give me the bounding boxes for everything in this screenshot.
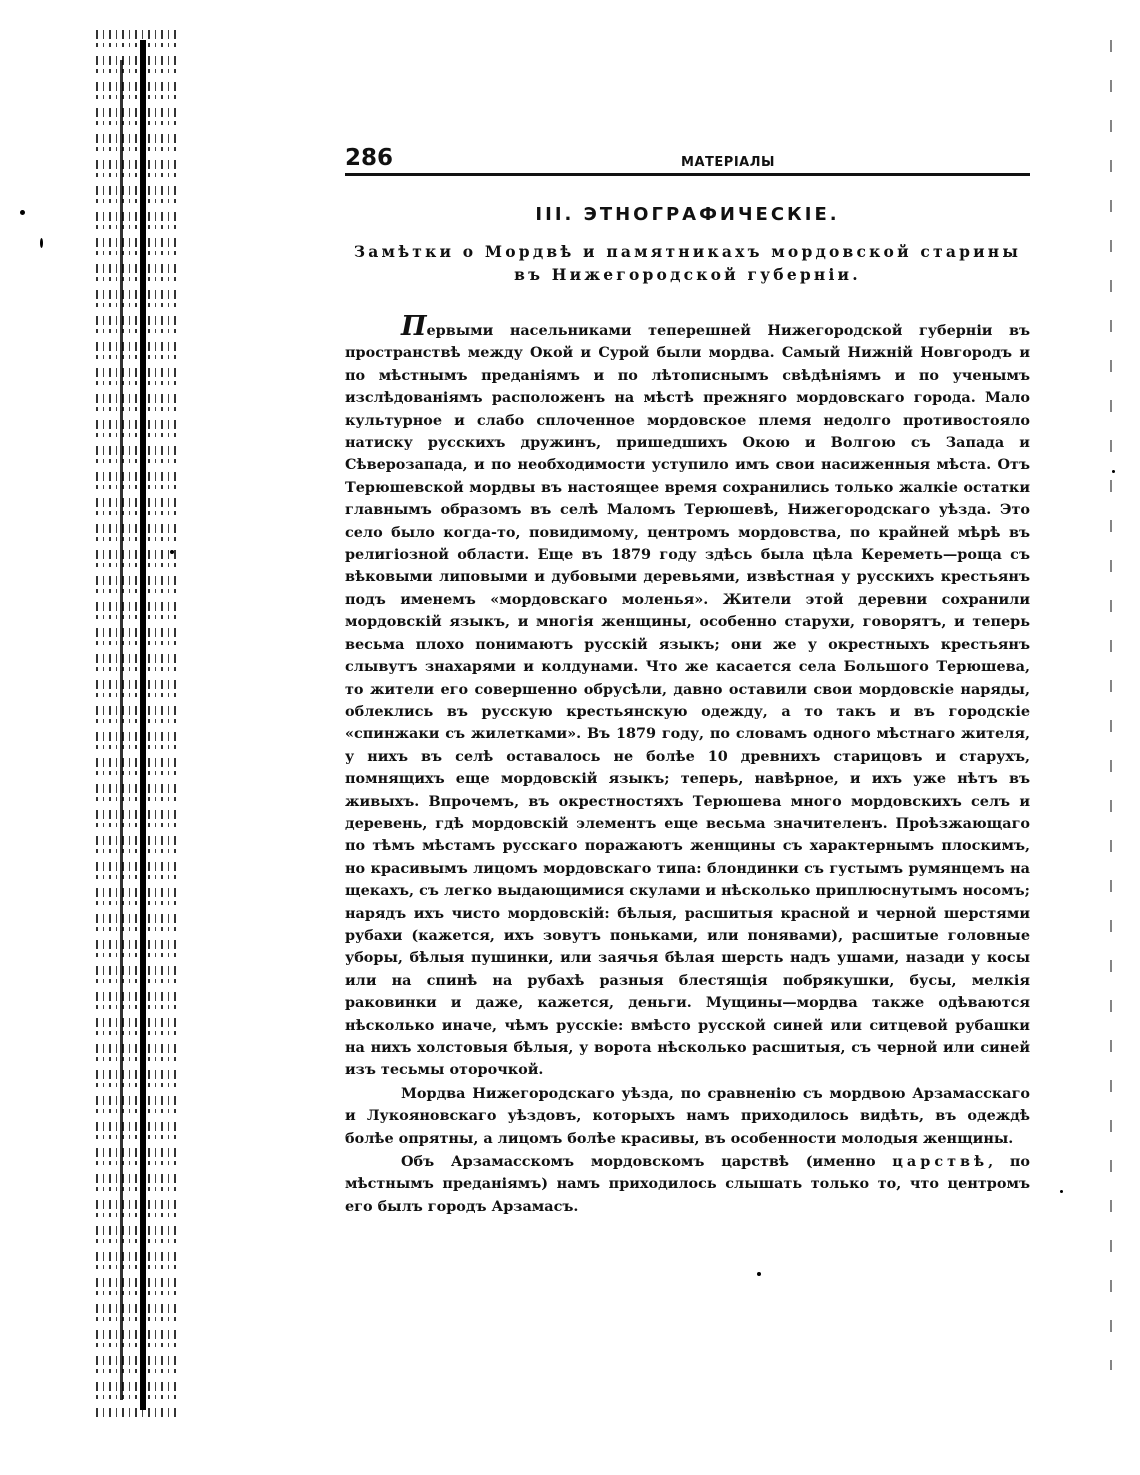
scan-speck bbox=[20, 210, 25, 215]
paragraph bbox=[345, 1151, 1030, 1218]
scan-speck bbox=[170, 550, 174, 554]
scan-gutter-noise bbox=[96, 30, 176, 1420]
paragraph-text: , по мѣстнымъ преданіямъ) намъ приходилось слышать только то, что центромъ его былъ городъ Арзамасъ. bbox=[345, 1153, 1031, 1215]
page-header bbox=[345, 138, 1030, 176]
paragraph-text: Объ Арзамасскомъ мордовскомъ царствѣ (именно bbox=[401, 1153, 893, 1171]
book-spine-shadow bbox=[120, 60, 123, 1400]
book-spine-edge bbox=[140, 40, 146, 1410]
book-page bbox=[345, 138, 1030, 1218]
article-title: Замѣтки о Мордвѣ и памятникахъ мордовской старины въ Нижегородской губерніи. bbox=[353, 242, 1022, 284]
paragraph-text: ервыми насельниками теперешней Нижегородской губерніи въ пространствѣ между Окой и Сурой были мордва. Самый Нижній Новгородъ и по мѣстнымъ преданіямъ и по лѣтописнымъ свѣдѣніямъ и по ученымъ изслѣдованіямъ расположенъ на мѣстѣ прежняго мордовскаго города. Мало культурное и слабо сплоченное мордовское племя недолго противостояло натиску русскихъ дружинъ, пришедшихъ Окою и Волгою съ Запада и Сѣверозапада, и по необходимости уступило имъ свои насиженныя мѣста. Отъ Терюшевской мордвы въ настоящее время сохранились только жалкіе остатки главнымъ образомъ въ селѣ Маломъ Терюшевѣ, Нижегородскаго уѣзда. Это село было когда-то, повидимому, центромъ мордовства, по крайней мѣрѣ въ религіозной области. Еще въ 1879 году здѣсь была цѣла Кереметь—роща съ вѣковыми липовыми и дубовыми деревьями, извѣстная у русскихъ крестьянъ подъ именемъ «мордовскаго моленья». Жители этой деревни сохранили мордовскій языкъ, и многія женщины, особенно старухи, говорятъ, и теперь весьма плохо понимаютъ русскій языкъ; они же у окрестныхъ крестьянъ слывутъ знахарями и колдунами. Что же касается села Большого Терюшева, то жители его совершенно обрусѣли, давно оставили свои мордовскіе наряды, облеклись въ русскую крестьянскую одежду, а то такъ и въ городскіе «спинжаки съ жилетками». Въ 1879 году, по словамъ одного мѣстнаго жителя, у нихъ въ селѣ оставалось не болѣе 10 древнихъ старицовъ и старухъ, помнящихъ еще мордовскій языкъ; теперь, навѣрное, и ихъ уже нѣтъ въ живыхъ. Впрочемъ, въ окрестностяхъ Терюшева много мордовскихъ селъ и деревень, гдѣ мордовскій элементъ еще весьма значителенъ. Проѣзжающаго по тѣмъ мѣстамъ русскаго поражаютъ женщины съ характернымъ плоскимъ, но красивымъ лицомъ мордовскаго типа: блондинки съ густымъ румянцемъ на щекахъ, съ легко выдающимися скулами и нѣсколько приплюснутымъ носомъ; нарядъ ихъ чисто мордовскій: бѣлыя, расшитыя красной и черной шерстями рубахи (кажется, ихъ зовутъ поньками, или понявами), расшитые головные уборы, бѣлыя пушинки, или заячья бѣлая шерсть надъ ушами, назади у косы или на спинѣ на рубахѣ разныя блестящія побрякушки, бусы, мелкія раковинки и даже, кажется, деньги. Мущины—мордва также одѣваются нѣсколько иначе, чѣмъ русскіе: вмѣсто русской синей или ситцевой рубашки на нихъ холстовыя бѣлыя, у ворота нѣсколько расшитыя, съ черной или синей изъ тесьмы оторочкой. bbox=[345, 322, 1030, 1079]
scan-speck bbox=[1112, 470, 1115, 473]
paragraph: Мордва Нижегородскаго уѣзда, по сравненію съ мордвою Арзамасскаго и Лукояновскаго уѣздовъ, которыхъ намъ приходилось видѣть, въ одеждѣ болѣе опрятны, а лицомъ болѣе красивы, въ особенности молодыя женщины. bbox=[345, 1084, 1030, 1147]
paragraph bbox=[345, 313, 1030, 1082]
scan-right-edge bbox=[1110, 40, 1112, 1370]
running-title: МАТЕРІАЛЫ bbox=[681, 155, 775, 170]
section-title: III. ЭТНОГРАФИЧЕСКIЕ. bbox=[535, 204, 840, 225]
scan-speck bbox=[40, 238, 43, 248]
page-number: 286 bbox=[345, 145, 394, 171]
scan-speck bbox=[757, 1272, 761, 1276]
emphasized-word: царствѣ bbox=[892, 1153, 989, 1171]
scan-speck bbox=[1060, 1190, 1063, 1193]
article-body bbox=[345, 313, 1030, 1218]
drop-cap: П bbox=[401, 311, 427, 342]
